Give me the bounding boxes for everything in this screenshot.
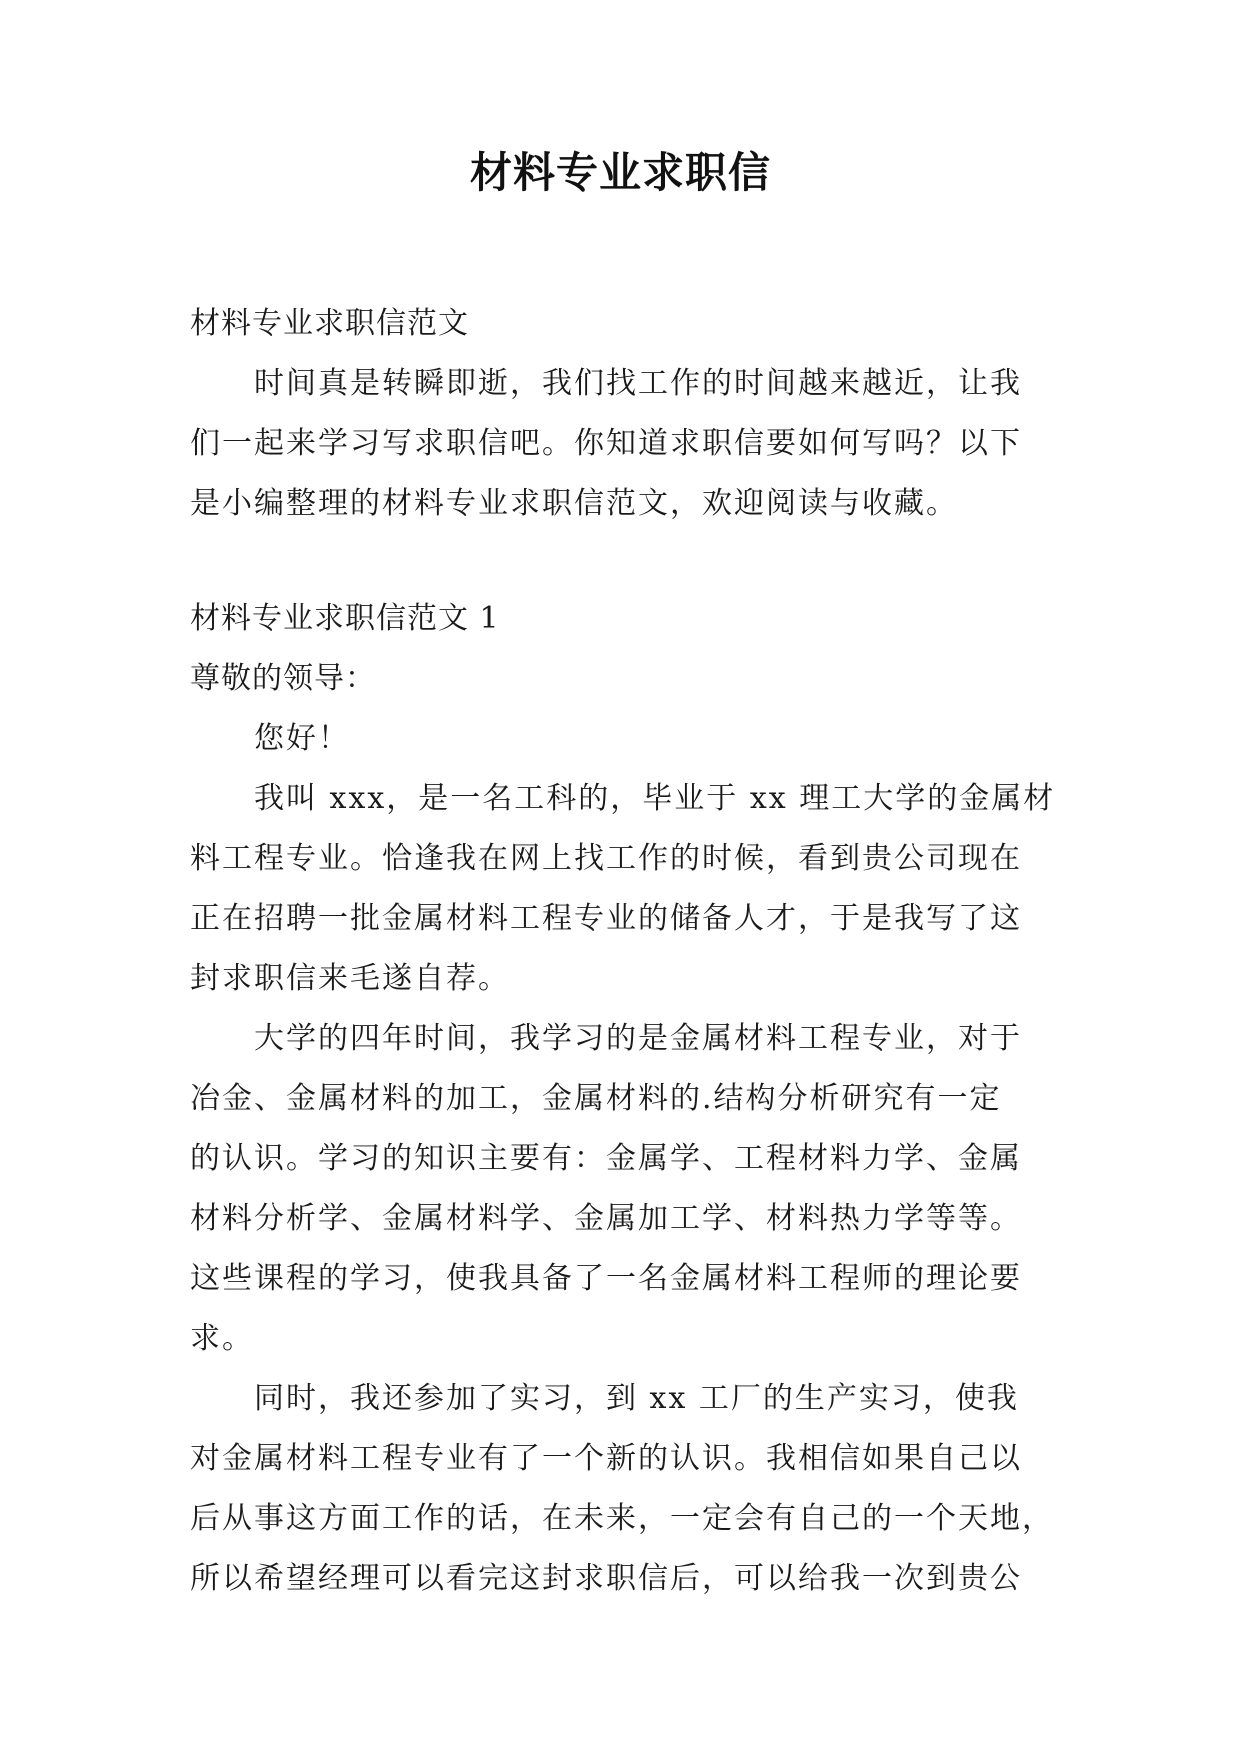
paragraph-line: 所以希望经理可以看完这封求职信后，可以给我一次到贵公 (190, 1561, 1022, 1596)
paragraph-1 (190, 769, 1056, 1009)
paragraph-line: 是小编整理的材料专业求职信范文，欢迎阅读与收藏。 (190, 486, 958, 521)
paragraph-line: 大学的四年时间，我学习的是金属材料工程专业，对于 (254, 1021, 1022, 1056)
paragraph-line: 冶金、金属材料的加工，金属材料的.结构分析研究有一定 (190, 1081, 1002, 1116)
paragraph-line: 的认识。学习的知识主要有：金属学、工程材料力学、金属 (190, 1141, 1022, 1176)
paragraph-3 (190, 1369, 1054, 1609)
paragraph-line: 正在招聘一批金属材料工程专业的储备人才，于是我写了这 (190, 901, 1022, 936)
intro-paragraph (190, 354, 1050, 534)
paragraph-line: 时间真是转瞬即逝，我们找工作的时间越来越近，让我 (254, 366, 1022, 401)
paragraph-line: 这些课程的学习，使我具备了一名金属材料工程师的理论要 (190, 1261, 1022, 1296)
subtitle: 材料专业求职信范文 (190, 306, 469, 341)
paragraph-line: 料工程专业。恰逢我在网上找工作的时候，看到贵公司现在 (190, 841, 1022, 876)
paragraph-line: 求。 (190, 1321, 254, 1356)
greeting: 您好！ (254, 721, 350, 756)
paragraph-line: 材料分析学、金属材料学、金属加工学、材料热力学等等。 (190, 1201, 1022, 1236)
paragraph-line: 封求职信来毛遂自荐。 (190, 961, 510, 996)
paragraph-2 (190, 1009, 1050, 1369)
salutation: 尊敬的领导： (190, 661, 376, 696)
paragraph-line: 们一起来学习写求职信吧。你知道求职信要如何写吗？以下 (190, 426, 1022, 461)
document-body (190, 294, 1056, 1609)
paragraph-line: 对金属材料工程专业有了一个新的认识。我相信如果自己以 (190, 1441, 1022, 1476)
paragraph-line: 同时，我还参加了实习，到 xx 工厂的生产实习，使我 (254, 1381, 1019, 1416)
paragraph-line: 后从事这方面工作的话，在未来，一定会有自己的一个天地， (190, 1501, 1054, 1536)
document-title: 材料专业求职信 (469, 148, 771, 197)
paragraph-line: 我叫 xxx，是一名工科的，毕业于 xx 理工大学的金属材 (254, 781, 1056, 816)
section-heading: 材料专业求职信范文 1 (190, 601, 500, 636)
